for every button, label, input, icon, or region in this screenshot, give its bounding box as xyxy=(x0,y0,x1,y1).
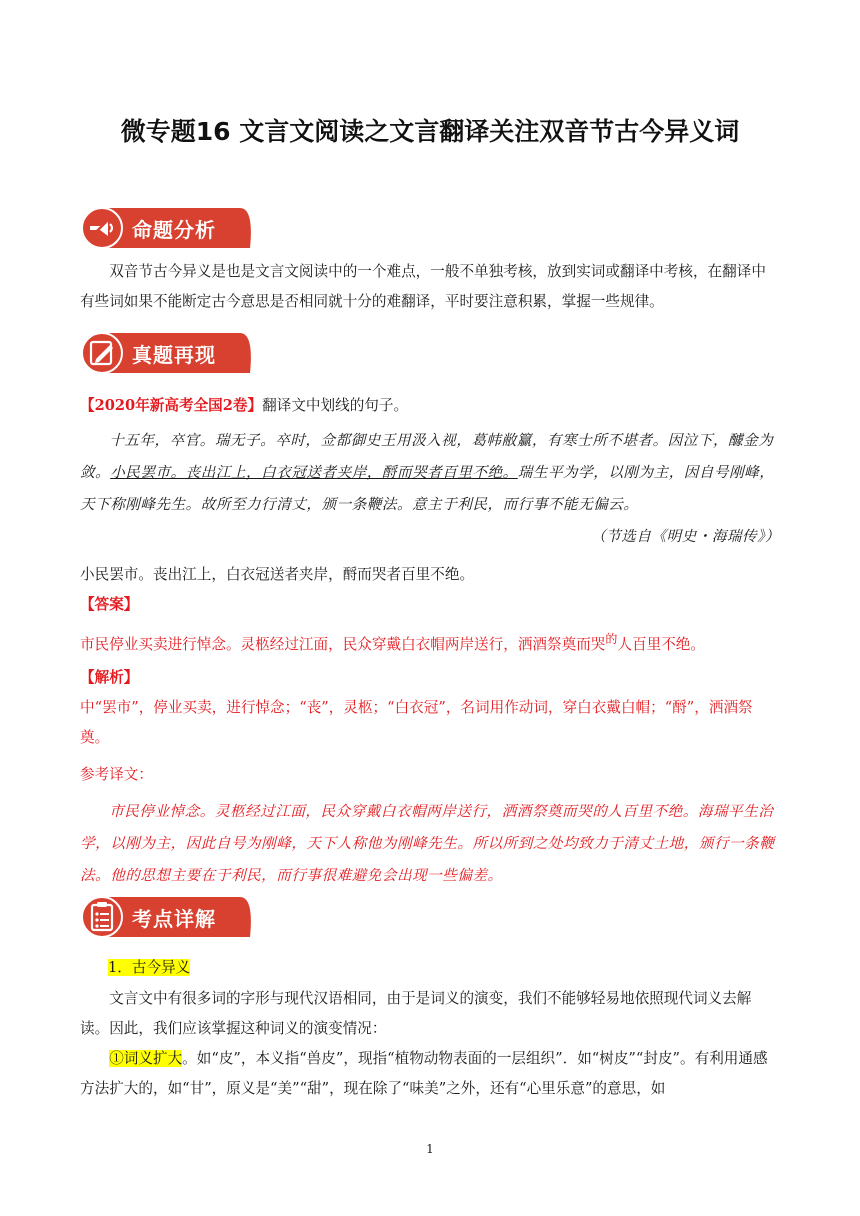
banner-label-analysis: 命题分析 xyxy=(132,218,216,242)
section-banner-analysis xyxy=(80,206,254,250)
answer-sup: 的 xyxy=(605,632,618,646)
item1-label: ①词义扩大 xyxy=(109,1050,183,1067)
detail-intro: 文言文中有很多词的字形与现代汉语相同，由于是词义的演变，我们不能够轻易地依照现代词义去解读。因此，我们应该掌握这种词义的演变情况： xyxy=(80,990,752,1037)
answer-label: 【答案】 xyxy=(80,596,139,613)
detail-item-1 xyxy=(80,1044,780,1104)
cut-megaphone-icon xyxy=(80,206,124,250)
pencil-note-icon xyxy=(80,331,124,375)
page-title: 微专题16 文言文阅读之文言翻译关注双音节古今异义词 xyxy=(120,117,740,146)
exam-instruction: 翻译文中划线的句子。 xyxy=(262,397,409,414)
section-banner-detail xyxy=(80,895,254,939)
exam-source-line xyxy=(80,391,780,421)
analysis-paragraph: 双音节古今异义是也是文言文阅读中的一个难点，一般不单独考核，放到实词或翻译中考核，在翻译中有些词如果不能断定古今意思是否相同就十分的难翻译，平时要注意积累，掌握一些规律。 xyxy=(80,263,766,310)
exam-passage xyxy=(80,425,780,521)
analysis-label: 【解析】 xyxy=(80,669,139,686)
banner-label-real-exam: 真题再现 xyxy=(132,343,216,367)
answer-main: 市民停业买卖进行悼念。灵柩经过江面，民众穿戴白衣帽两岸送行，洒酒祭奠而哭 xyxy=(80,635,606,653)
reference-label: 参考译文： xyxy=(80,766,153,783)
item1-text: 。如“皮”，本义指“兽皮”，现指“植物动物表面的一层组织”．如“树皮”“封皮”。有利用通感方法扩大的，如“甘”，原义是“美”“甜”，现在除了“味美”之外，还有“心里乐意”的意思，如 xyxy=(80,1050,768,1097)
passage-citation: （节选自《明史・海瑞传》） xyxy=(591,528,780,545)
passage-after: 瑞生平为学，以刚为主，因自号刚峰，天下称刚峰先生。故所至力行清丈，颁一条鞭法。意主于利民，而行事不能无偏云。 xyxy=(80,464,775,513)
detail-heading: 1．古今异义 xyxy=(108,959,191,976)
answer-tail: 人百里不绝。 xyxy=(617,635,705,653)
analysis-text: 中“罢市”，停业买卖，进行悼念；“丧”，灵柩；“白衣冠”，名词用作动词，穿白衣戴白帽；“酹”，洒酒祭奠。 xyxy=(80,699,753,746)
detail-heading-line xyxy=(108,953,808,983)
clipboard-list-icon xyxy=(80,895,124,939)
answer-text xyxy=(80,624,780,660)
passage-underlined: 小民罢市。丧出江上，白衣冠送者夹岸，酹而哭者百里不绝。 xyxy=(110,464,518,481)
banner-label-detail: 考点详解 xyxy=(132,907,216,931)
page-number: 1 xyxy=(426,1142,434,1156)
passage-before: 十五年，卒官。瑞无子。卒时，佥都御史王用汲入视，葛帏敝籯，有寒士所不堪者。因泣下，醵金为敛。 xyxy=(80,432,774,481)
question-sentence: 小民罢市。丧出江上，白衣冠送者夹岸，酹而哭者百里不绝。 xyxy=(80,566,475,583)
reference-text: 市民停业悼念。灵柩经过江面，民众穿戴白衣帽两岸送行，洒酒祭奠而哭的人百里不绝。海瑞平生治学，以刚为主，因此自号为刚峰，天下人称他为刚峰先生。所以所到之处均致力于清丈土地，颁行一条鞭法。他的思想主要在于利民，而行事很难避免会出现一些偏差。 xyxy=(80,803,775,884)
exam-source-tag: 【2020年新高考全国2卷】 xyxy=(80,397,263,414)
section-banner-real-exam xyxy=(80,331,254,375)
